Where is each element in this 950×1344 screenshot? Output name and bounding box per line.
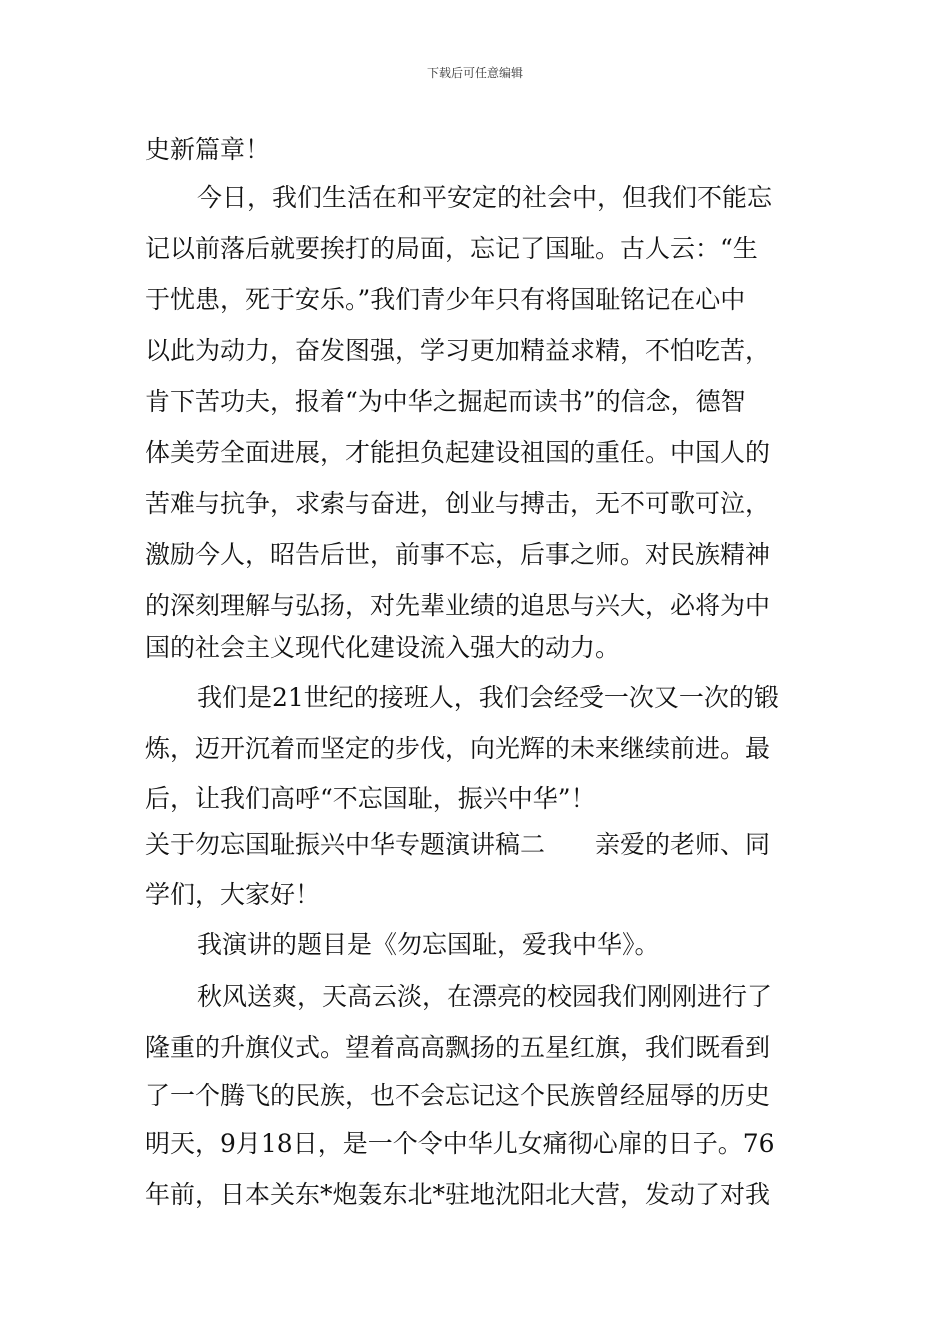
text-line: 后，让我们高呼“不忘国耻，振兴中华”！ xyxy=(145,784,596,813)
text-line: 史新篇章！ xyxy=(145,135,271,164)
text-line: 学们，大家好！ xyxy=(145,880,321,909)
text-line: 了一个腾飞的民族，也不会忘记这个民族曾经屈辱的历史 xyxy=(145,1081,771,1110)
section-heading-line: 关于勿忘国耻振兴中华专题演讲稿二 亲爱的老师、同 xyxy=(145,830,771,859)
paragraph-start-line: 我们是21世纪的接班人，我们会经受一次又一次的锻 xyxy=(197,683,779,712)
paragraph-start-line: 秋风送爽，天高云淡，在漂亮的校园我们刚刚进行了 xyxy=(197,982,773,1011)
text-line: 记以前落后就要挨打的局面，忘记了国耻。古人云：“生 xyxy=(145,234,758,263)
text-line: 年前，日本关东*炮轰东北*驻地沈阳北大营，发动了对我 xyxy=(145,1180,771,1209)
text-line: 明天，9月18日，是一个令中华儿女痛彻心扉的日子。76 xyxy=(145,1129,775,1158)
text-line: 肯下苦功夫，报着“为中华之掘起而读书”的信念，德智 xyxy=(145,387,746,416)
text-line: 体美劳全面进展，才能担负起建设祖国的重任。中国人的 xyxy=(145,438,771,467)
text-line: 的深刻理解与弘扬，对先辈业绩的追思与兴大，必将为中 xyxy=(145,591,771,620)
text-line: 隆重的升旗仪式。望着高高飘扬的五星红旗，我们既看到 xyxy=(145,1033,771,1062)
paragraph-start-line: 我演讲的题目是《勿忘国耻，爱我中华》。 xyxy=(197,930,660,959)
text-line: 苦难与抗争，求索与奋进，创业与搏击，无不可歌可泣， xyxy=(145,489,771,518)
text-line: 激励今人，昭告后世，前事不忘，后事之师。对民族精神 xyxy=(145,540,771,569)
text-line: 国的社会主义现代化建设流入强大的动力。 xyxy=(145,633,621,662)
page-header: 下载后可任意编辑 xyxy=(426,66,523,80)
text-line: 炼，迈开沉着而坚定的步伐，向光辉的未来继续前进。最 xyxy=(145,734,771,763)
text-line: 以此为动力，奋发图强，学习更加精益求精，不怕吃苦， xyxy=(145,336,771,365)
text-line: 于忧患，死于安乐。”我们青少年只有将国耻铭记在心中 xyxy=(145,285,746,314)
paragraph-start-line: 今日，我们生活在和平安定的社会中，但我们不能忘 xyxy=(197,183,773,212)
